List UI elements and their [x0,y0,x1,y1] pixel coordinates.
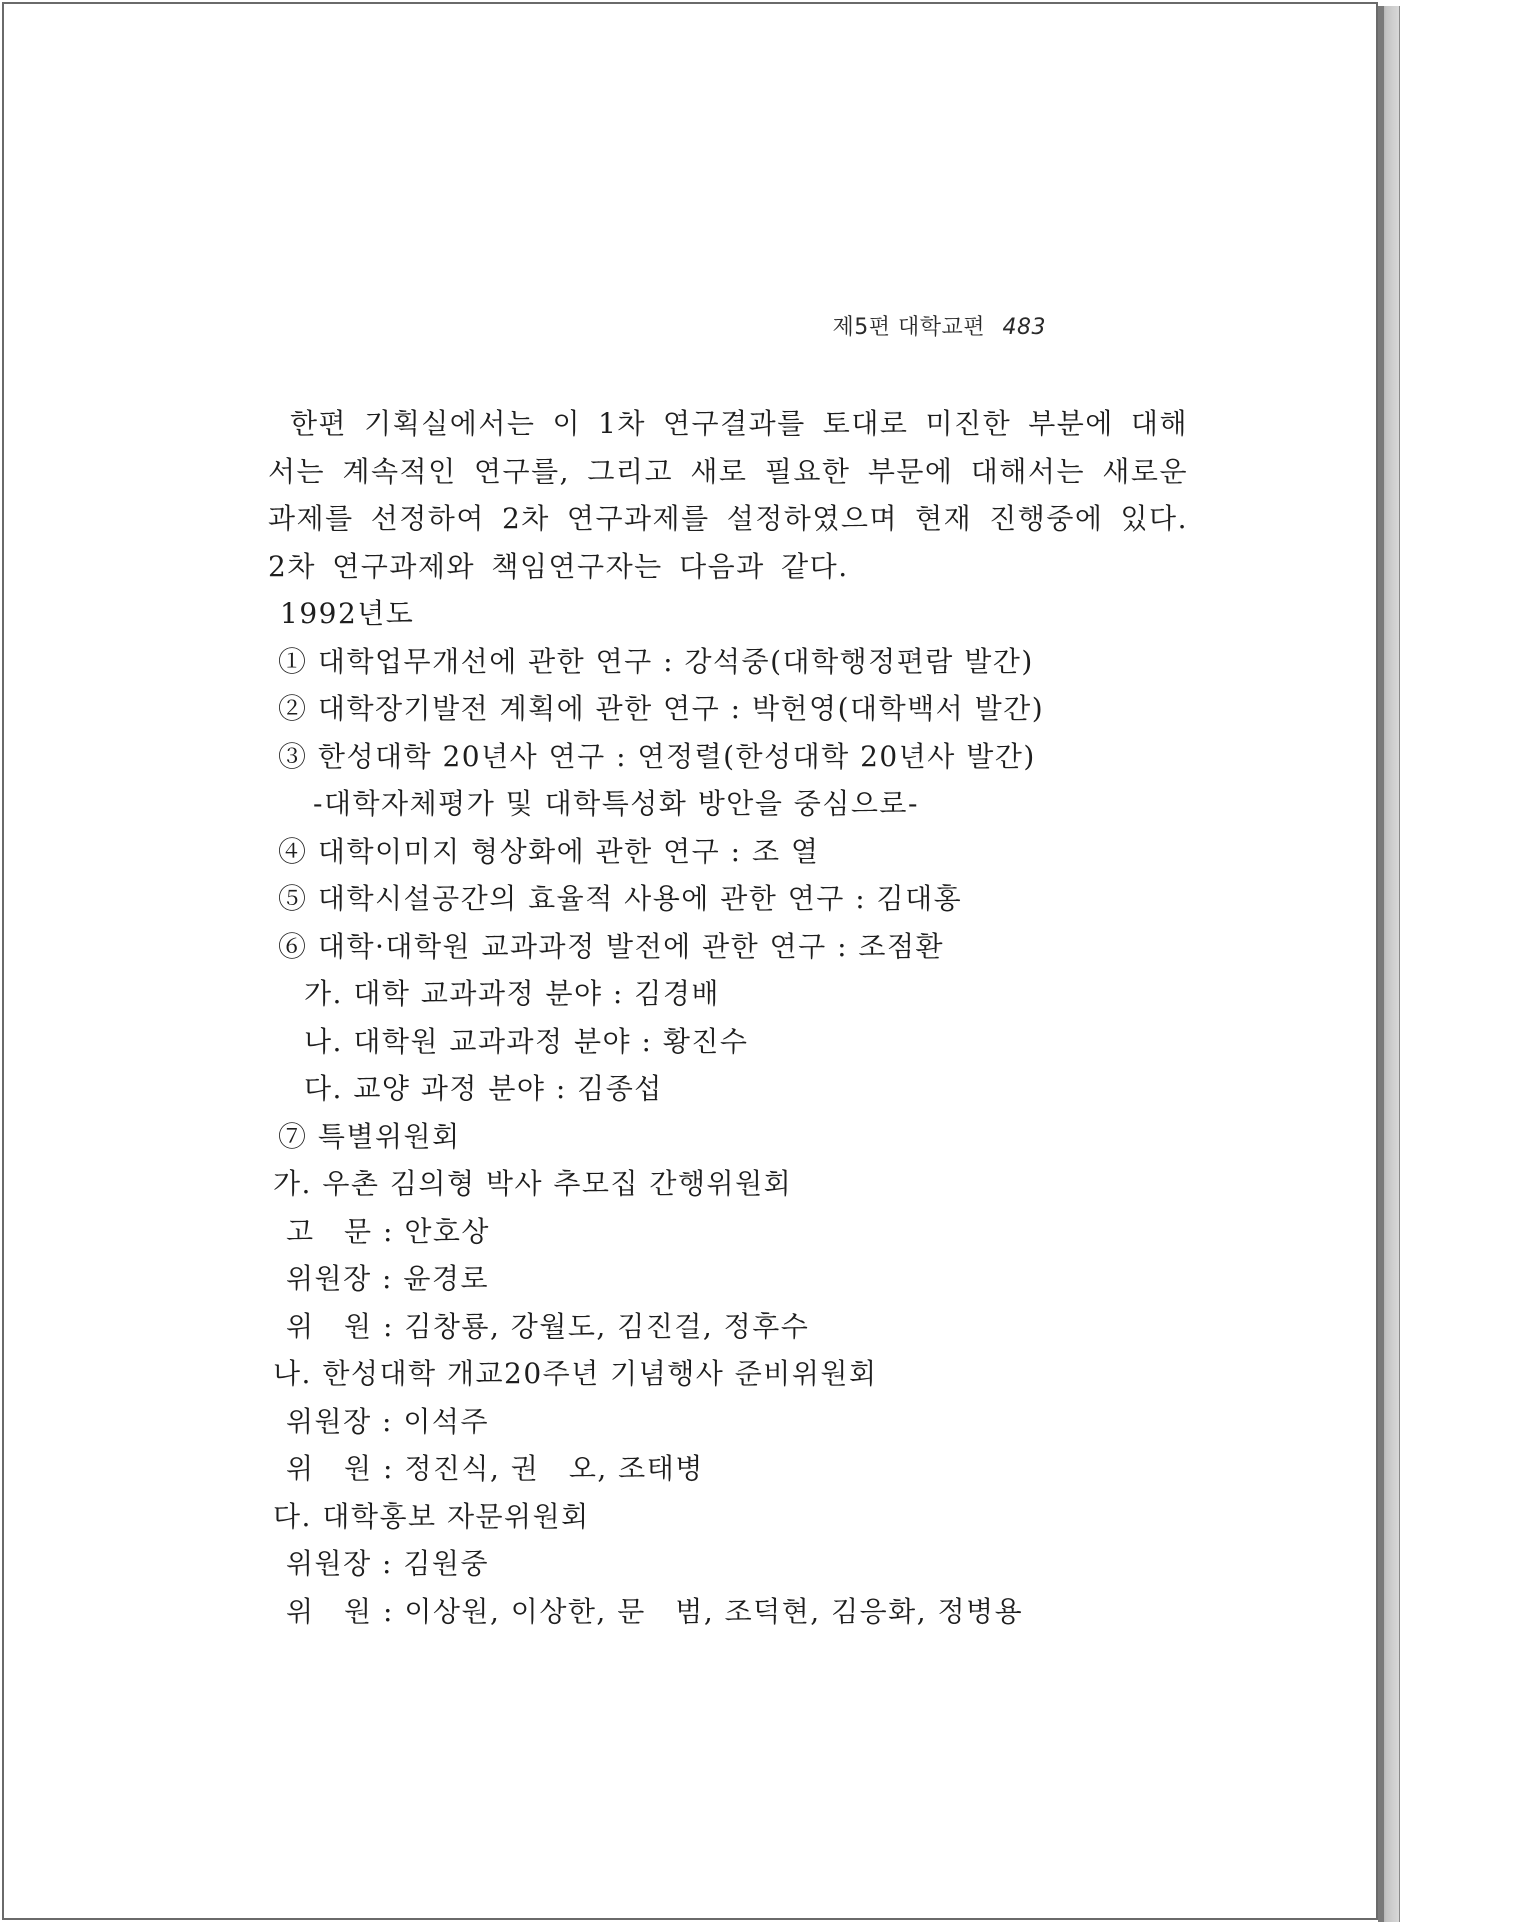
committee-title-na: 나. 한성대학 개교20주년 기념행사 준비위원회 [273,1357,878,1390]
committee-ga-member-3: 위 원 : 김창룡, 강월도, 김진걸, 정후수 [286,1309,810,1343]
committee-na-member-2: 위 원 : 정진식, 권 오, 조태병 [286,1452,704,1485]
header-part: 제5편 [832,315,891,340]
header-section: 대학교편 [897,315,985,340]
research-item-3-subtitle: -대학자체평가 및 대학특성화 방안을 중심으로- [313,787,919,820]
research-item-1: ① 대학업무개선에 관한 연구 : 강석중(대학행정편람 발간) [278,644,1034,678]
curriculum-subitem-ga: 가. 대학 교과과정 분야 : 김경배 [304,977,720,1010]
research-item-4: ④ 대학이미지 형상화에 관한 연구 : 조 열 [278,834,820,868]
research-item-2: ② 대학장기발전 계획에 관한 연구 : 박헌영(대학백서 발간) [278,692,1045,725]
curriculum-subitem-da: 다. 교양 과정 분야 : 김종섭 [304,1072,663,1105]
committee-ga-member-2: 위원장 : 윤경로 [286,1262,490,1295]
curriculum-subitem-na: 나. 대학원 교과과정 분야 : 황진수 [304,1024,749,1058]
research-item-5: ⑤ 대학시설공간의 효율적 사용에 관한 연구 : 김대홍 [278,882,963,915]
committee-da-member-1: 위원장 : 김원중 [286,1547,490,1580]
special-committee-label: ⑦ 특별위원회 [278,1119,461,1153]
research-item-6: ⑥ 대학·대학원 교과과정 발전에 관한 연구 : 조점환 [278,929,945,963]
body-text [268,400,1188,1635]
page-edge-shadow [1378,6,1400,1922]
intro-paragraph: 한편 기획실에서는 이 1차 연구결과를 토대로 미진한 부분에 대해서는 계속적인 연구를, 그리고 새로 필요한 부문에 대해서는 새로운 과제를 선정하여 2차 연구과제를 설정하였으며 현재 진행중에 있다. 2차 연구과제와 책임연구자는 다음과 같다. [268,407,1188,583]
research-item-3: ③ 한성대학 20년사 연구 : 연정렬(한성대학 20년사 발간) [278,739,1036,773]
year-label: 1992년도 [280,597,415,630]
committee-na-member-1: 위원장 : 이석주 [286,1404,490,1438]
committee-ga-member-1: 고 문 : 안호상 [286,1214,490,1248]
committee-title-ga: 가. 우촌 김의형 박사 추모집 간행위원회 [273,1167,793,1200]
page-number: 483 [1002,315,1046,340]
committee-da-member-2: 위 원 : 이상원, 이상한, 문 범, 조덕현, 김응화, 정병용 [286,1594,1024,1628]
running-header [832,310,1046,341]
committee-title-da: 다. 대학홍보 자문위원회 [273,1499,590,1533]
